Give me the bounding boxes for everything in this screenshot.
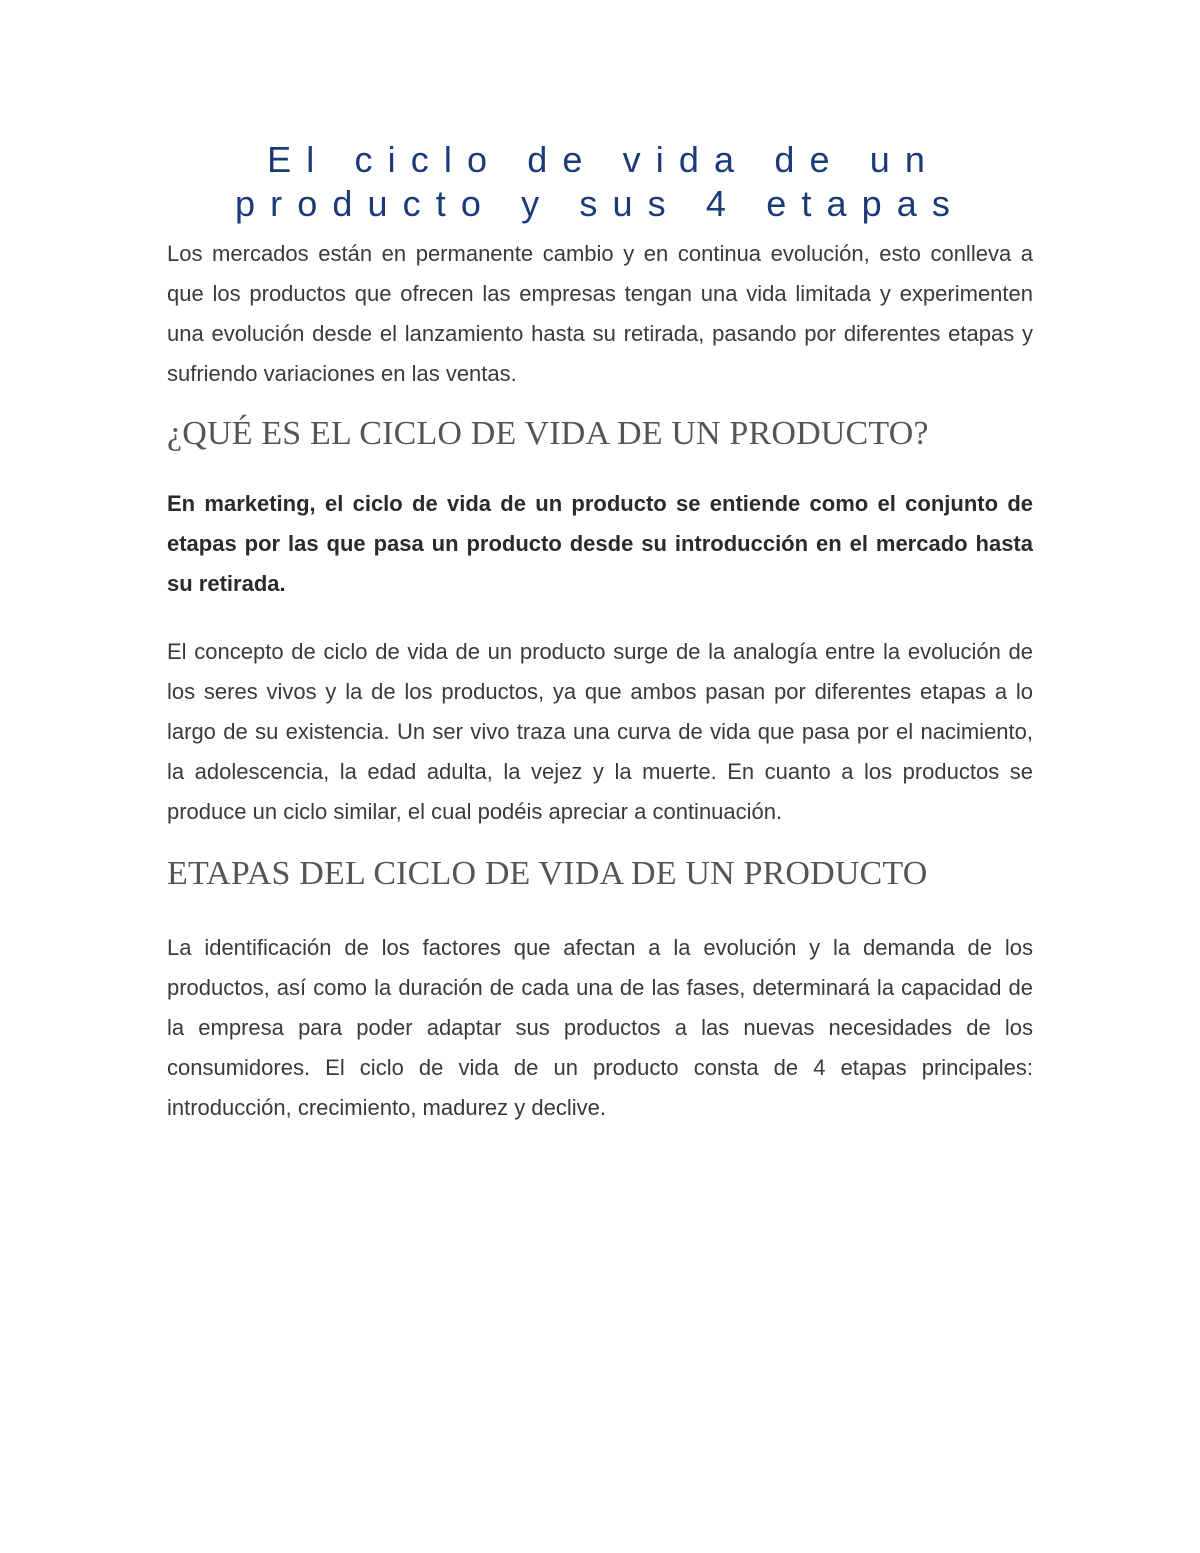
title-line-2: producto y sus 4 etapas [235,183,965,224]
section-heading-what-is: ¿QUÉ ES EL CICLO DE VIDA DE UN PRODUCTO? [167,415,929,452]
intro-paragraph: Los mercados están en permanente cambio y en continua evolución, esto conlleva a que los productos que ofrecen las empresas tengan una vida limitada y experimenten una evolución desde el lanzamiento hasta su retirada, pasando por diferentes etapas y sufriendo variaciones en las ventas. [167,241,1033,386]
document-content [167,138,1033,1128]
concept-paragraph: El concepto de ciclo de vida de un producto surge de la analogía entre la evolución de los seres vivos y la de los productos, ya que ambos pasan por diferentes etapas a lo largo de su existencia. Un ser vivo traza una curva de vida que pasa por el nacimiento, la adolescencia, la edad adulta, la vejez y la muerte. En cuanto a los productos se produce un ciclo similar, el cual podéis apreciar a continuación. [167,639,1033,824]
section-heading-stages: ETAPAS DEL CICLO DE VIDA DE UN PRODUCTO [167,855,928,892]
definition-paragraph: En marketing, el ciclo de vida de un producto se entiende como el conjunto de etapas por las que pasa un producto desde su introducción en el mercado hasta su retirada. [167,491,1033,596]
document-title [167,138,1033,226]
identification-paragraph: La identificación de los factores que afectan a la evolución y la demanda de los productos, así como la duración de cada una de las fases, determinará la capacidad de la empresa para poder adaptar sus productos a las nuevas necesidades de los consumidores. El ciclo de vida de un producto consta de 4 etapas principales: introducción, crecimiento, madurez y declive. [167,935,1033,1120]
title-line-1: El ciclo de vida de un [267,139,941,180]
